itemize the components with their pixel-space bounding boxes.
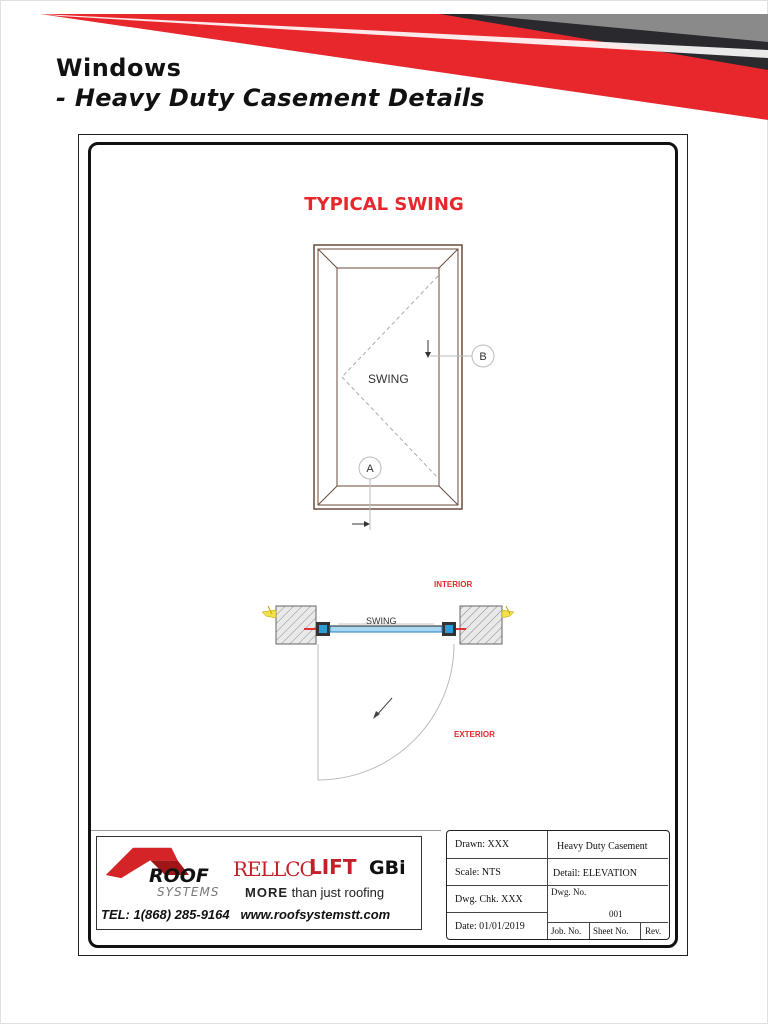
brand-systems: SYSTEMS <box>157 885 220 899</box>
plan-swing-label: SWING <box>366 616 397 626</box>
tb-project: Heavy Duty Casement <box>557 841 648 852</box>
page-title: Windows <box>56 54 182 82</box>
tagline-bold: MORE <box>245 885 288 900</box>
partner-lift-logo: LIFT <box>309 855 357 879</box>
tb-scale: Scale: NTS <box>455 867 501 878</box>
tagline-rest: than just roofing <box>291 885 385 900</box>
tagline <box>245 885 384 900</box>
tb-rev: Rev. <box>645 926 662 936</box>
partner-rellco-logo: RELLCO <box>233 857 315 881</box>
company-logo-panel <box>96 836 422 930</box>
drawing-title: TYPICAL SWING <box>304 194 464 215</box>
elevation-swing-label: SWING <box>368 372 409 386</box>
contact-line: TEL: 1(868) 285-9164 www.roofsystemstt.com <box>101 907 391 922</box>
tb-date: Date: 01/01/2019 <box>455 921 525 932</box>
tb-sheet-no: Sheet No. <box>593 926 629 936</box>
tb-dwg-chk: Dwg. Chk. XXX <box>455 894 523 905</box>
tb-drawn: Drawn: XXX <box>455 839 510 850</box>
brand-roof: ROOF <box>149 865 209 887</box>
tb-row-divider-3 <box>447 912 547 913</box>
title-block <box>446 830 670 940</box>
tb-detail: Detail: ELEVATION <box>553 868 637 879</box>
section-marker-a-label: A <box>366 463 374 475</box>
tb-small-divider-2 <box>640 922 641 939</box>
page-subtitle: - Heavy Duty Casement Details <box>56 84 485 112</box>
tb-row-divider-4 <box>547 922 668 923</box>
tb-small-divider-1 <box>589 922 590 939</box>
tb-row-divider-1 <box>447 858 668 859</box>
window-plan-section <box>262 606 514 780</box>
partner-gbi-logo: GBi <box>369 857 406 879</box>
tb-row-divider-2 <box>447 885 668 886</box>
tb-dwg-no-label: Dwg. No. <box>551 887 587 897</box>
footer-divider <box>91 830 441 831</box>
tb-dwg-no-value: 001 <box>609 909 623 919</box>
exterior-label: EXTERIOR <box>454 730 495 739</box>
section-marker-b-label: B <box>479 351 487 363</box>
tb-job-no: Job. No. <box>551 926 582 936</box>
interior-label: INTERIOR <box>434 580 473 589</box>
